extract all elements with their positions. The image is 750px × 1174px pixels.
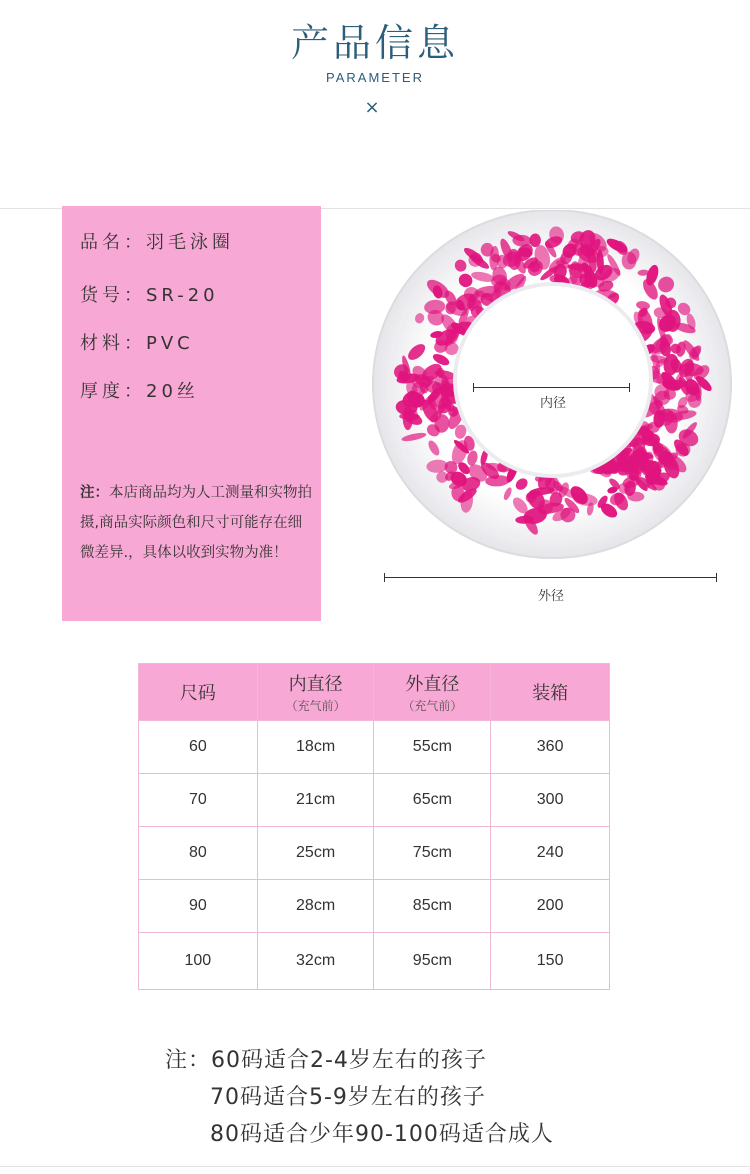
table-cell: 90 (139, 880, 258, 933)
table-cell: 70 (139, 774, 258, 827)
swim-ring-image (370, 210, 736, 610)
footer-divider (0, 1166, 750, 1167)
age-note-line-1: 注：60码适合2-4岁左右的孩子 (165, 1048, 487, 1073)
inner-dimension-line (474, 387, 630, 388)
inner-dimension-tick-left (473, 383, 474, 392)
outer-dimension-tick-right (716, 573, 717, 582)
table-cell: 32cm (257, 933, 374, 990)
product-thickness: 厚度：20丝 (80, 381, 199, 402)
note-body: 本店商品均为人工测量和实物拍摄,商品实际颜色和尺寸可能存在细微差异.，具体以收到实物为准！ (80, 485, 312, 561)
table-cell: 60 (139, 721, 258, 774)
product-info-panel (62, 206, 321, 621)
table-cell: 150 (491, 933, 610, 990)
table-cell: 75cm (374, 827, 491, 880)
table-cell: 65cm (374, 774, 491, 827)
table-cell: 95cm (374, 933, 491, 990)
table-row (139, 774, 610, 827)
table-header-row (139, 664, 610, 721)
note-prefix: 注： (80, 485, 109, 501)
product-item-number: 货号：SR-20 (80, 285, 219, 306)
header-size: 尺码 (139, 664, 258, 721)
table-cell: 240 (491, 827, 610, 880)
table-cell: 18cm (257, 721, 374, 774)
table-cell: 21cm (257, 774, 374, 827)
table-row (139, 721, 610, 774)
table-cell: 85cm (374, 880, 491, 933)
measurement-note (80, 478, 316, 568)
inner-diameter-label: 内径 (540, 396, 567, 411)
table-cell: 360 (491, 721, 610, 774)
product-name: 品名：羽毛泳圈 (80, 232, 234, 253)
close-icon: × (364, 97, 380, 118)
table-cell: 80 (139, 827, 258, 880)
header-outer-diameter: 外直径 （充气前） (374, 664, 491, 721)
table-row (139, 827, 610, 880)
header-inner-diameter: 内直径 （充气前） (257, 664, 374, 721)
table-cell: 100 (139, 933, 258, 990)
size-table (138, 663, 610, 990)
header-carton: 装箱 (491, 664, 610, 721)
outer-diameter-label: 外径 (538, 589, 565, 604)
inner-dimension-tick-right (629, 383, 630, 392)
page-subtitle: PARAMETER (326, 70, 424, 85)
table-row (139, 880, 610, 933)
product-material: 材料：PVC (80, 333, 194, 354)
page-title: 产品信息 (290, 21, 459, 65)
table-cell: 200 (491, 880, 610, 933)
outer-dimension-tick-left (384, 573, 385, 582)
table-cell: 55cm (374, 721, 491, 774)
table-cell: 28cm (257, 880, 374, 933)
table-row (139, 933, 610, 990)
age-note-line-3: 80码适合少年90-100码适合成人 (210, 1122, 554, 1147)
outer-dimension-line (385, 577, 717, 578)
table-cell: 300 (491, 774, 610, 827)
feather-mark (445, 342, 459, 355)
age-note-line-2: 70码适合5-9岁左右的孩子 (210, 1085, 486, 1110)
table-cell: 25cm (257, 827, 374, 880)
